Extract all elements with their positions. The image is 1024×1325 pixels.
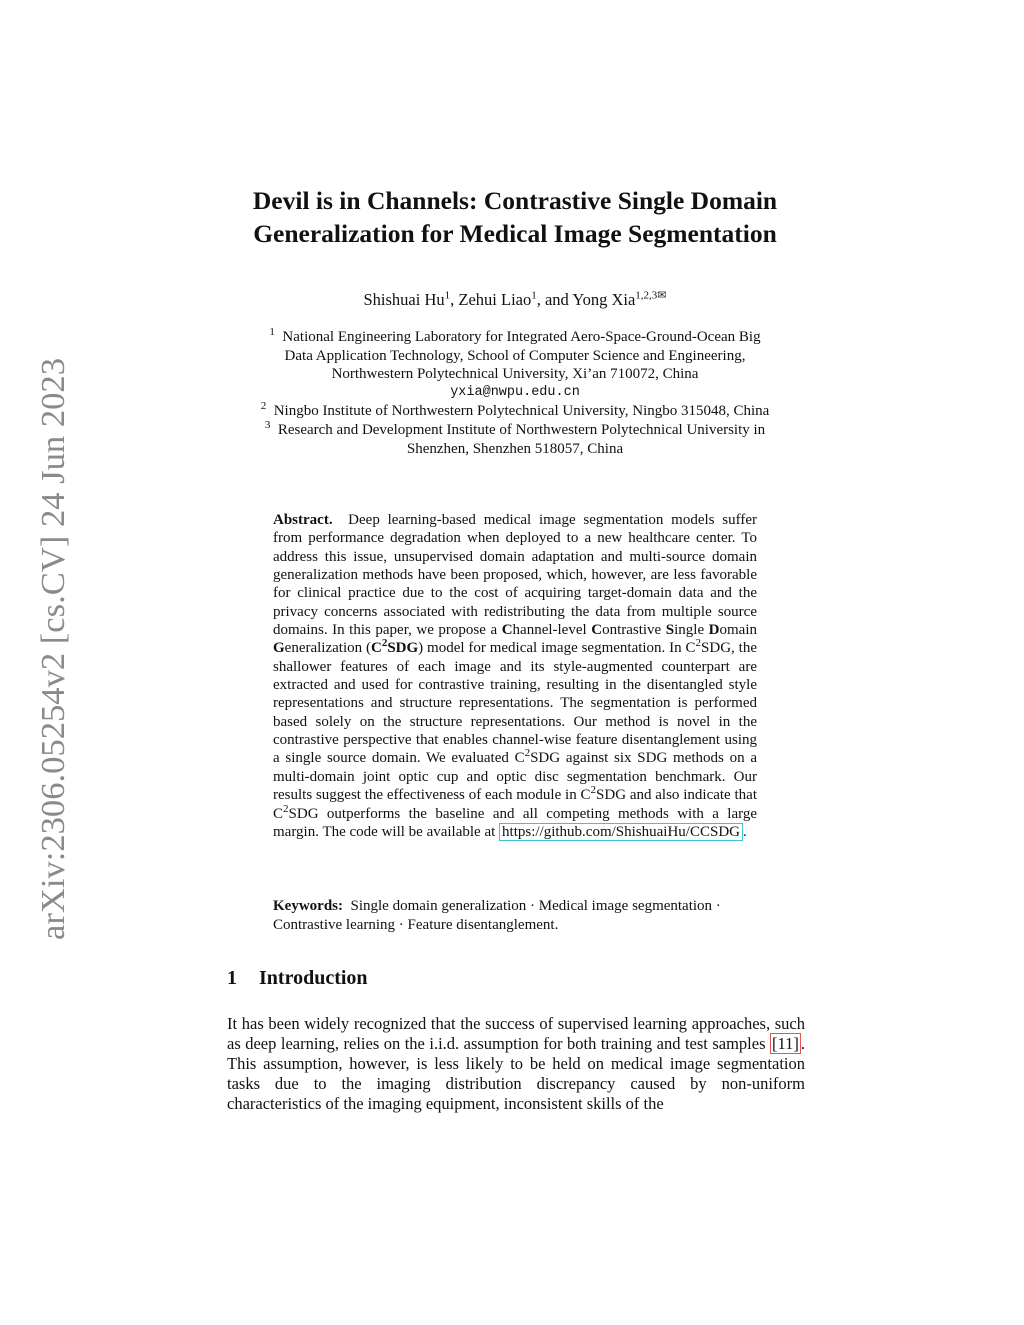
- abstract-text: ) model for medical image segmentation. In C: [418, 640, 696, 657]
- abstract-text: SDG, the shallower features of each image and its style-augmented counterpart are extracted and used for contrastive training, resulting in the disentangled style representations and structure representations. The segmentation is performed based solely on the structure representations. Our method is novel in the contrastive perspective that enables channel-wise feature disentanglement using a single source domain. We evaluated C: [273, 640, 757, 767]
- citation-link[interactable]: [11]: [771, 1034, 799, 1054]
- abstract: [273, 511, 757, 841]
- abstract-text: ingle: [674, 622, 709, 639]
- keywords-label: Keywords:: [273, 898, 343, 914]
- acronym-letter: G: [273, 640, 285, 657]
- section-title: Introduction: [259, 967, 368, 989]
- contact-email: yxia@nwpu.edu.cn: [450, 384, 580, 400]
- author-name: Zehui Liao: [458, 290, 532, 309]
- affiliation-number: 3: [264, 418, 271, 431]
- affiliation-number: 1: [269, 326, 275, 338]
- code-repository-link[interactable]: https://github.com/ShishuaiHu/CCSDG: [499, 823, 743, 841]
- body-text: . This assumption, however, is less likely to be held on medical image segmentation tasks due to the imaging distribution discrepancy caused by non-uniform characteristics of the imaging equipment, inconsistent skills of the: [227, 1034, 805, 1114]
- abstract-text: SDG outperforms the baseline and all competing methods with a large margin. The code will be available at: [273, 805, 757, 840]
- acronym-letter: SDG: [387, 640, 419, 657]
- title-line-2: Generalization for Medical Image Segmentation: [253, 219, 777, 248]
- section-number: 1: [227, 967, 237, 989]
- acronym-superscript: 2: [524, 747, 531, 760]
- affiliation-text: Research and Development Institute of Northwestern Polytechnical University in: [277, 421, 766, 438]
- abstract-text: eneralization (: [284, 640, 371, 657]
- author-separator: ,: [450, 290, 459, 309]
- affiliation-number: 2: [260, 400, 267, 413]
- keywords-text: Single domain generalization · Medical image segmentation · Contrastive learning · Feature disentanglement.: [273, 898, 721, 933]
- paper-title: [160, 184, 870, 250]
- abstract-paragraph: [273, 511, 757, 841]
- author-separator: , and: [536, 290, 573, 309]
- author-name: Yong Xia: [572, 290, 636, 309]
- introduction-paragraph: [227, 1014, 805, 1114]
- author-affiliation-mark: 1: [531, 289, 537, 302]
- acronym-letter: C: [591, 622, 603, 639]
- acronym-superscript: 2: [283, 802, 289, 815]
- introduction-body: [227, 1014, 805, 1114]
- method-acronym: [370, 637, 419, 657]
- abstract-text: .: [743, 823, 747, 840]
- affiliation-1-line: Northwestern Polytechnical University, Xi’an 710072, China: [331, 366, 699, 383]
- acronym-letter: D: [708, 622, 720, 639]
- affiliation-text: Ningbo Institute of Northwestern Polytechnical University, Ningbo 315048, China: [273, 403, 770, 420]
- arxiv-sidebar-stamp: [32, 355, 76, 940]
- acronym-letter: S: [665, 622, 675, 639]
- acronym-letter: C: [501, 622, 513, 639]
- affiliation-1-line: [200, 328, 830, 347]
- abstract-text: SDG and also indicate that C: [273, 787, 757, 822]
- abstract-text: Deep learning-based medical image segmentation models suffer from performance degradation when deployed to a new healthcare center. To address this issue, unsupervised domain adaptation and multi-source domain generalization methods have been proposed, which, however, are less favorable for clinical practice due to the cost of acquiring target-domain data and the privacy concerns associated with redistributing the data from multiple source domains. In this paper, we propose a: [273, 512, 758, 639]
- affiliation-3-line: Shenzhen, Shenzhen 518057, China: [406, 440, 624, 457]
- affiliation-1-line: Data Application Technology, School of Computer Science and Engineering,: [284, 347, 746, 364]
- author-affiliation-mark: 1: [444, 289, 451, 302]
- abstract-text: hannel-level: [512, 622, 592, 639]
- author-list: [160, 290, 870, 310]
- author-affiliation-mark: 1,2,3: [635, 289, 658, 302]
- section-heading: [227, 967, 368, 990]
- acronym-superscript: 2: [695, 637, 702, 650]
- acronym-superscript: 2: [590, 784, 597, 797]
- abstract-label: Abstract.: [273, 512, 333, 528]
- abstract-text: ontrastive: [602, 622, 666, 639]
- affiliation-3-line: [200, 418, 830, 440]
- title-line-1: Devil is in Channels: Contrastive Single Domain: [252, 186, 778, 215]
- affiliation-text: National Engineering Laboratory for Integrated Aero-Space-Ground-Ocean Big: [282, 329, 761, 345]
- envelope-icon: ✉: [657, 289, 667, 302]
- arxiv-identifier: arXiv:2306.05254v2 [cs.CV] 24 Jun 2023: [35, 367, 72, 940]
- abstract-text: omain: [719, 622, 757, 639]
- body-text: It has been widely recognized that the success of supervised learning approaches, such as deep learning, relies on the i.i.d. assumption for both training and test samples: [227, 1014, 805, 1054]
- keywords: [273, 897, 757, 934]
- affiliation-2-line: [200, 402, 830, 421]
- affiliations: [200, 328, 830, 458]
- author-name: Shishuai Hu: [363, 290, 445, 309]
- acronym-superscript: 2: [381, 637, 388, 650]
- acronym-letter: C: [370, 640, 382, 657]
- abstract-text: SDG against six SDG methods on a multi-domain joint optic cup and optic disc segmentation benchmark. Our results suggest the effectiveness of each module in C: [273, 750, 757, 804]
